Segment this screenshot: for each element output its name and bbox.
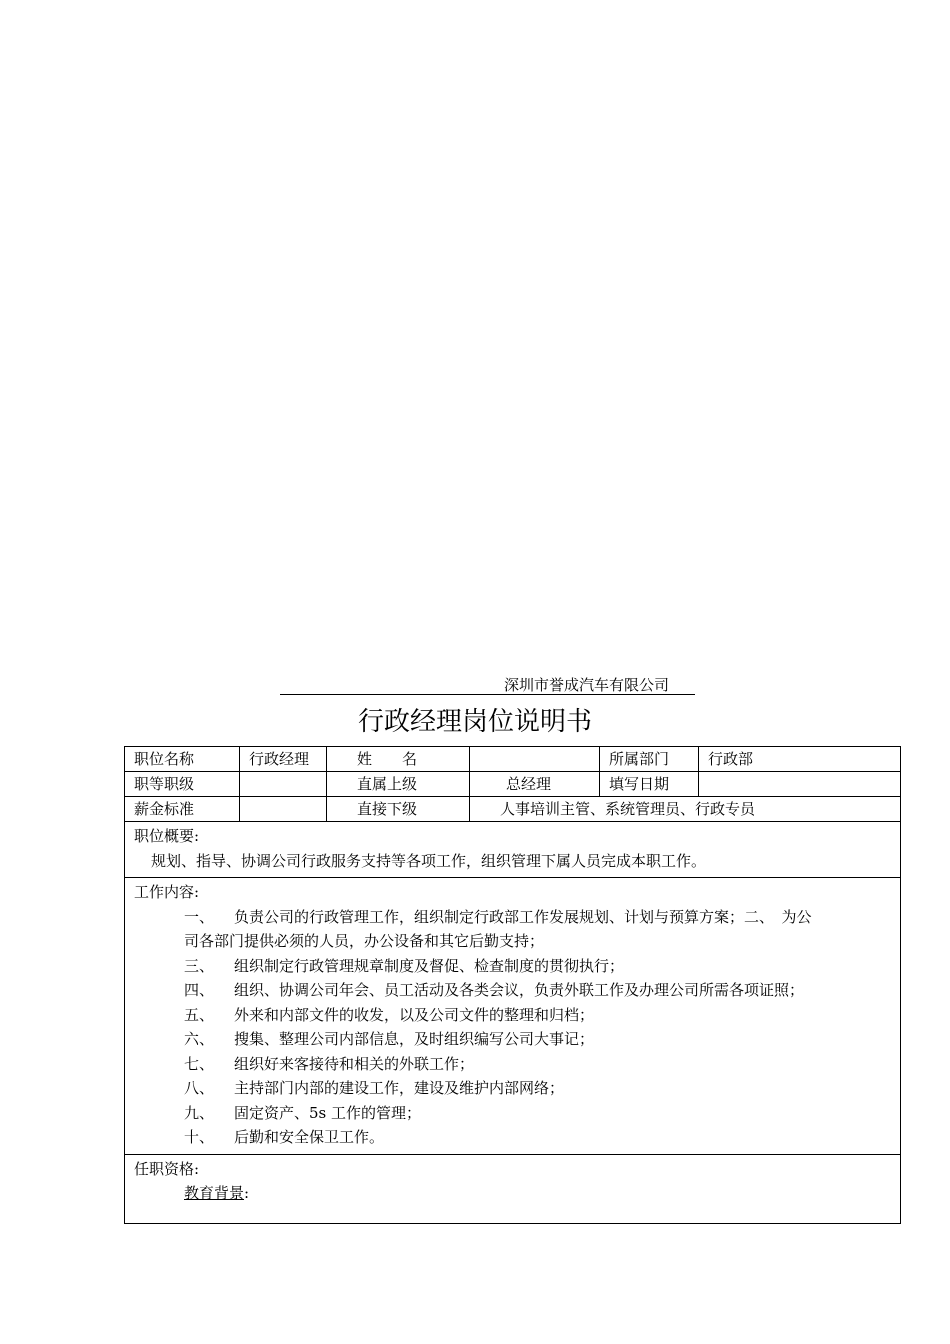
- supervisor-label: 直属上级: [327, 772, 470, 797]
- duty-number: 九、: [184, 1103, 215, 1122]
- summary-text: 规划、指导、协调公司行政服务支持等各项工作，组织管理下属人员完成本职工作。: [151, 851, 707, 870]
- supervisor-value: 总经理: [470, 772, 600, 797]
- education-colon: :: [244, 1184, 250, 1202]
- grade-label: 职等职级: [125, 772, 240, 797]
- subordinates-value: 人事培训主管、系统管理员、行政专员: [470, 797, 901, 822]
- duty-text: 组织、协调公司年会、员工活动及各类会议，负责外联工作及办理公司所需各项证照；: [234, 981, 805, 999]
- duty-text: 负责公司的行政管理工作，组织制定行政部工作发展规划、计划与预算方案；二、 为公: [234, 907, 812, 926]
- department-label: 所属部门: [600, 747, 699, 772]
- fill-date-label: 填写日期: [600, 772, 699, 797]
- qualifications-heading: 任职资格:: [134, 1159, 200, 1178]
- employee-name-label: 姓 名: [327, 747, 470, 772]
- duty-text: 固定资产、5s 工作的管理；: [234, 1103, 422, 1122]
- table-row: [125, 822, 901, 878]
- education-label: 教育背景: [184, 1184, 245, 1202]
- duty-number: 八、: [184, 1079, 215, 1097]
- duty-text: 外来和内部文件的收发，以及公司文件的整理和归档；: [234, 1005, 595, 1024]
- salary-label: 薪金标准: [125, 797, 240, 822]
- table-row: [125, 772, 901, 797]
- summary-section: [125, 822, 901, 878]
- list-item: [134, 1027, 900, 1052]
- duty-text: 主持部门内部的建设工作，建设及维护内部网络；: [234, 1079, 565, 1097]
- table-row: [125, 878, 901, 1155]
- list-item: [134, 1003, 900, 1028]
- duty-number: 一、: [184, 907, 215, 926]
- table-row: [125, 747, 901, 772]
- document-title: 行政经理岗位说明书: [357, 707, 592, 737]
- list-item: [134, 905, 900, 930]
- fill-date-value: [699, 772, 901, 797]
- list-item: [134, 978, 900, 1003]
- table-row: [125, 797, 901, 822]
- list-item: [134, 954, 900, 979]
- duty-text: 搜集、整理公司内部信息，及时组织编写公司大事记；: [234, 1030, 595, 1048]
- duty-number: 十、: [184, 1128, 215, 1146]
- duty-text: 后勤和安全保卫工作。: [234, 1128, 385, 1146]
- company-name: 深圳市誉成汽车有限公司: [280, 676, 695, 695]
- position-name-label: 职位名称: [125, 747, 240, 772]
- list-item: [134, 1052, 900, 1077]
- duty-number: 七、: [184, 1054, 215, 1073]
- salary-value: [240, 797, 327, 822]
- duties-section: [125, 878, 901, 1155]
- qualifications-section: [125, 1154, 901, 1223]
- duty-number: 四、: [184, 981, 215, 999]
- position-name-value: 行政经理: [240, 747, 327, 772]
- table-row: [125, 1154, 901, 1223]
- list-item: [134, 1125, 900, 1150]
- duty-number: 三、: [184, 956, 215, 975]
- subordinates-label: 直接下级: [327, 797, 470, 822]
- list-item: [134, 1076, 900, 1101]
- duty-number: 六、: [184, 1030, 215, 1048]
- duty-number: 五、: [184, 1005, 215, 1024]
- duty-text: 组织制定行政管理规章制度及督促、检查制度的贯彻执行；: [234, 956, 625, 975]
- job-description-table: [124, 746, 901, 1224]
- summary-heading: 职位概要:: [134, 827, 200, 845]
- grade-value: [240, 772, 327, 797]
- duties-heading: 工作内容:: [134, 883, 200, 901]
- department-value: 行政部: [699, 747, 901, 772]
- list-item: [134, 1101, 900, 1126]
- duty-text: 组织好来客接待和相关的外联工作；: [234, 1054, 475, 1073]
- employee-name-value: [470, 747, 600, 772]
- duty-text-continued: 司各部门提供必须的人员，办公设备和其它后勤支持；: [184, 932, 545, 950]
